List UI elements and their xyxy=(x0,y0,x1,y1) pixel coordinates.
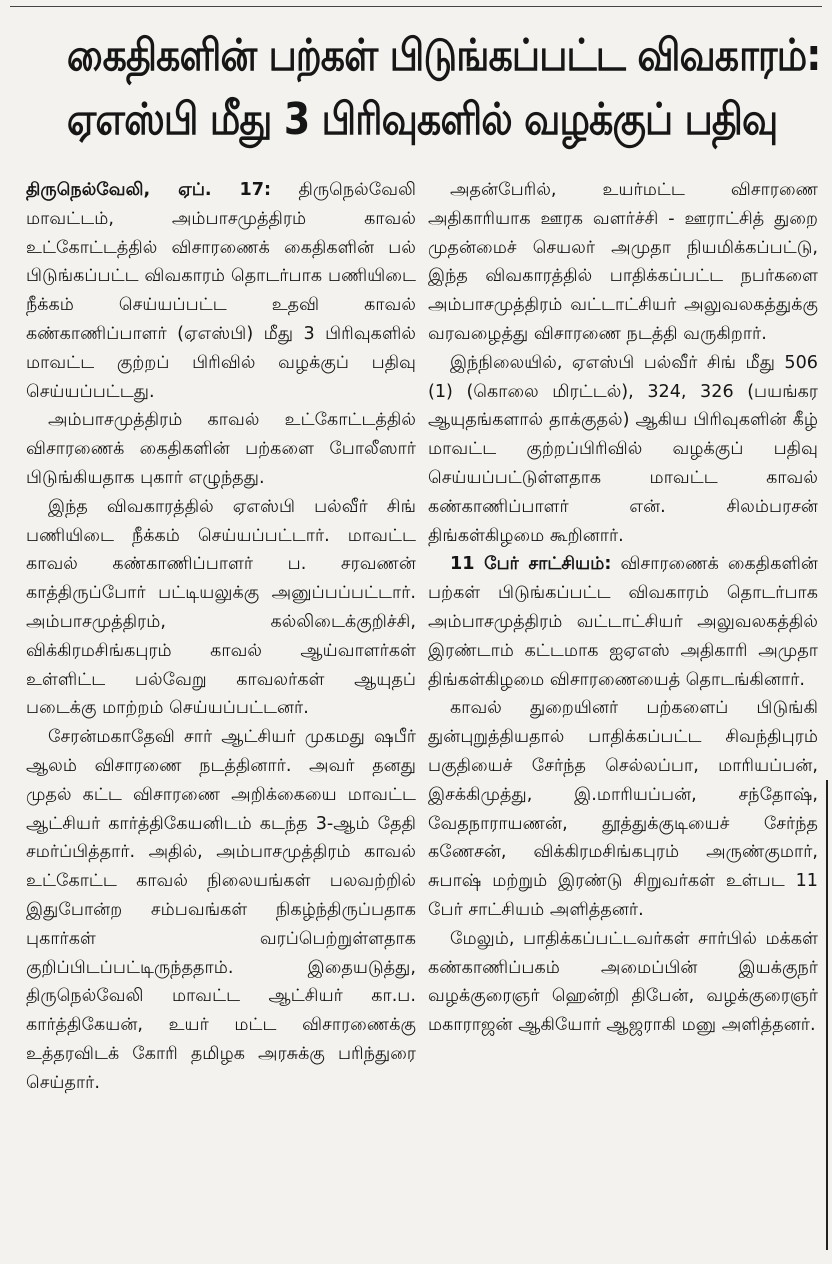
headline-line-2: ஏஎஸ்பி மீது 3 பிரிவுகளில் வழக்குப் பதிவு xyxy=(66,94,778,145)
paragraph: இந்த விவகாரத்தில் ஏஎஸ்பி பல்வீர் சிங் பணியிடை நீக்கம் செய்யப்பட்டார். மாவட்ட காவல் கண்காணிப்பாளர் ப. சரவணன் காத்திருப்போர் பட்டியலுக்கு அனுப்பப்பட்டார். அம்பாசமுத்திரம், கல்லிடைக்குறிச்சி, விக்கிரமசிங்கபுரம் காவல் ஆய்வாளர்கள் உள்ளிட்ட பல்வேறு காவலர்கள் ஆயுதப் படைக்கு மாற்றம் செய்யப்பட்டனர். xyxy=(26,496,416,719)
paragraph: மேலும், பாதிக்கப்பட்டவர்கள் சார்பில் மக்கள் கண்காணிப்பகம் அமைப்பின் இயக்குநர் வழக்குரைஞர் ஹென்றி திபேன், வழக்குரைஞர் மகாராஜன் ஆகியோர் ஆஜராகி மனு அளித்தனர். xyxy=(428,928,818,1036)
subheading: 11 பேர் சாட்சியம்: xyxy=(450,554,612,575)
headline xyxy=(66,24,821,152)
headline-line-1: கைதிகளின் பற்கள் பிடுங்கப்பட்ட விவகாரம்: xyxy=(66,30,821,81)
top-rule xyxy=(10,6,822,7)
paragraph-text: விசாரணைக் கைதிகளின் பற்கள் பிடுங்கப்பட்ட விவகாரம் தொடர்பாக அம்பாசமுத்திரம் வட்டாட்சியர் அலுவலகத்தில் இரண்டாம் கட்டமாக ஐஏஎஸ் அதிகாரி அமுதா திங்கள்கிழமை விசாரணையைத் தொடங்கினார். xyxy=(428,554,818,690)
right-border-rule xyxy=(826,780,828,1250)
paragraph xyxy=(26,176,416,406)
paragraph xyxy=(428,550,818,694)
paragraph: சேரன்மகாதேவி சார் ஆட்சியர் முகமது ஷபீர் ஆலம் விசாரணை நடத்தினார். அவர் தனது முதல் கட்ட விசாரணை அறிக்கையை மாவட்ட ஆட்சியர் கார்த்திகேயனிடம் கடந்த 3-ஆம் தேதி சமர்ப்பித்தார். அதில், அம்பாசமுத்திரம் காவல் உட்கோட்ட காவல் நிலையங்கள் பலவற்றில் இதுபோன்ற சம்பவங்கள் நிகழ்ந்திருப்பதாக புகார்கள் வரப்பெற்றுள்ளதாக குறிப்பிடப்பட்டிருந்ததாம். இதையடுத்து, திருநெல்வேலி மாவட்ட ஆட்சியர் கா.ப. கார்த்திகேயன், உயர் மட்ட விசாரணைக்கு உத்தரவிடக் கோரி தமிழக அரசுக்கு பரிந்துரை செய்தார். xyxy=(26,727,416,1093)
article-column-right xyxy=(428,176,818,1040)
paragraph: இந்நிலையில், ஏஎஸ்பி பல்வீர் சிங் மீது 506 (1) (கொலை மிரட்டல்), 324, 326 (பயங்கர ஆயுதங்களால் தாக்குதல்) ஆகிய பிரிவுகளின் கீழ் மாவட்ட குற்றப்பிரிவில் வழக்குப் பதிவு செய்யப்பட்டுள்ளதாக மாவட்ட காவல் கண்காணிப்பாளர் என். சிலம்பரசன் திங்கள்கிழமை கூறினார். xyxy=(428,352,818,546)
paragraph: அம்பாசமுத்திரம் காவல் உட்கோட்டத்தில் விசாரணைக் கைதிகளின் பற்களை போலீஸார் பிடுங்கியதாக புகார் எழுந்தது. xyxy=(26,410,416,488)
article-column-left xyxy=(26,176,416,1098)
paragraph-text: திருநெல்வேலி மாவட்டம், அம்பாசமுத்திரம் காவல் உட்கோட்டத்தில் விசாரணைக் கைதிகளின் பல் பிடுங்கப்பட்ட விவகாரம் தொடர்பாக பணியிடை நீக்கம் செய்யப்பட்ட உதவி காவல் கண்காணிப்பாளர் (ஏஎஸ்பி) மீது 3 பிரிவுகளில் மாவட்ட குற்றப் பிரிவில் வழக்குப் பதிவு செய்யப்பட்டது. xyxy=(26,180,417,402)
dateline: திருநெல்வேலி, ஏப். 17: xyxy=(26,180,272,200)
paragraph: அதன்பேரில், உயர்மட்ட விசாரணை அதிகாரியாக ஊரக வளர்ச்சி - ஊராட்சித் துறை முதன்மைச் செயலர் அமுதா நியமிக்கப்பட்டு, இந்த விவகாரத்தில் பாதிக்கப்பட்ட நபர்களை அம்பாசமுத்திரம் வட்டாட்சியர் அலுவலகத்துக்கு வரவழைத்து விசாரணை நடத்தி வருகிறார். xyxy=(428,180,818,344)
paragraph: காவல் துறையினர் பற்களைப் பிடுங்கி துன்புறுத்தியதால் பாதிக்கப்பட்ட சிவந்திபுரம் பகுதியைச் சேர்ந்த செல்லப்பா, மாரியப்பன், இசக்கிமுத்து, இ.மாரியப்பன், சந்தோஷ், வேதநாராயணன், தூத்துக்குடியைச் சேர்ந்த கணேசன், விக்கிரமசிங்கபுரம் அருண்குமார், சுபாஷ் மற்றும் இரண்டு சிறுவர்கள் உள்பட 11 பேர் சாட்சியம் அளித்தனர். xyxy=(428,698,818,920)
